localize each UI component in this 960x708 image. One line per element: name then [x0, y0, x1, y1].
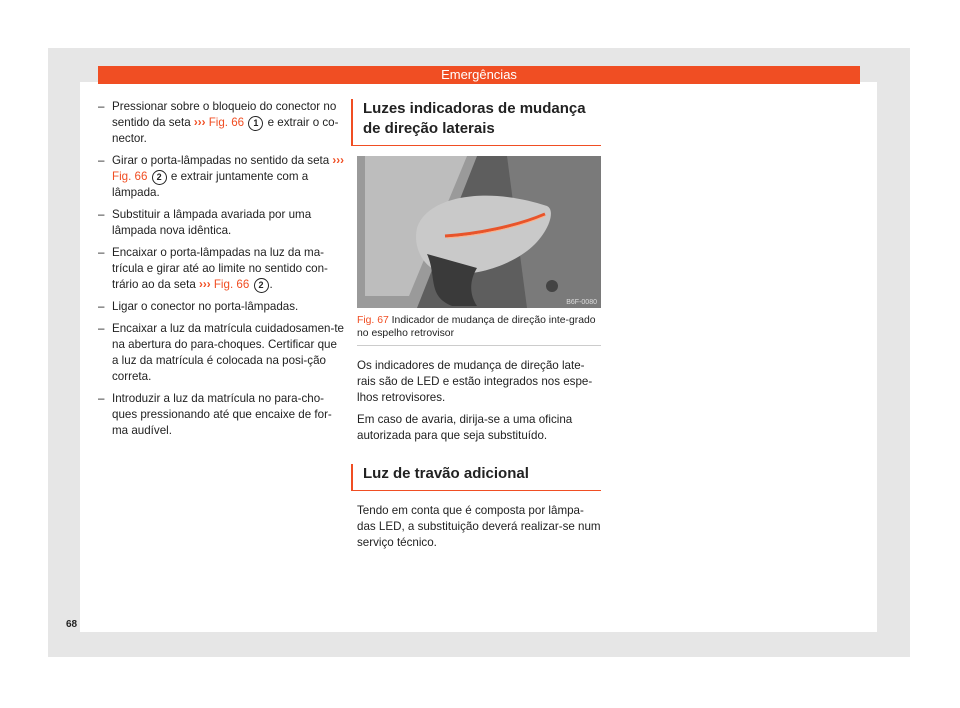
- dash-marker: –: [98, 100, 105, 113]
- section-title-brake-light: Luz de travão adicional: [351, 464, 601, 491]
- step-text: Encaixar o porta-lâmpadas na luz da ma-trícula e girar até ao limite no sentido con-trário ao da seta: [112, 246, 328, 291]
- step-text-tail: .: [269, 278, 273, 291]
- callout-number: 2: [152, 170, 167, 185]
- step-text: Girar o porta-lâmpadas no sentido da seta: [112, 154, 333, 167]
- step-item: [98, 153, 346, 201]
- step-item: [98, 299, 346, 315]
- step-text: Substituir a lâmpada avariada por uma lâmpada nova idêntica.: [112, 208, 312, 237]
- step-item: [98, 245, 346, 293]
- dash-marker: –: [98, 246, 105, 259]
- left-column: [98, 99, 346, 445]
- step-text: Ligar o conector no porta-lâmpadas.: [112, 300, 299, 313]
- figure-ref-link[interactable]: Fig. 66: [112, 170, 148, 183]
- dash-marker: –: [98, 322, 105, 335]
- step-item: [98, 321, 346, 385]
- figure-caption: [357, 314, 601, 346]
- paragraph: Os indicadores de mudança de direção late-rais são de LED e estão integrados nos espe-lhos retrovisores.: [357, 359, 593, 404]
- paragraph: Tendo em conta que é composta por lâmpa-das LED, a substituição deverá realizar-se num serviço técnico.: [357, 504, 601, 549]
- step-item: [98, 391, 346, 439]
- step-item: [98, 99, 346, 147]
- caption-label: Fig. 67: [357, 315, 389, 326]
- figure-mirror-indicator: [357, 156, 601, 308]
- figure-ref-link[interactable]: Fig. 66: [208, 116, 245, 129]
- ref-arrow: ›››: [199, 278, 211, 291]
- step-text-tail: e extrair o co-nector.: [112, 116, 339, 145]
- page-number: 68: [66, 619, 78, 630]
- section-title-side-indicators: Luzes indicadoras de mudança de direção laterais: [351, 99, 601, 146]
- dash-marker: –: [98, 208, 105, 221]
- step-text: Encaixar a luz da matrícula cuidadosamen-te na abertura do para-choques. Certificar que a luz da matrícula é colocada na posi-ção correta.: [112, 322, 344, 383]
- dash-marker: –: [98, 300, 105, 313]
- right-column: [357, 99, 601, 551]
- figure-ref-link[interactable]: Fig. 66: [213, 278, 250, 291]
- callout-number: 2: [254, 278, 269, 293]
- figure-code: B6F-0080: [566, 299, 597, 306]
- mirror-illustration: [357, 156, 601, 308]
- caption-text: Indicador de mudança de direção inte-grado no espelho retrovisor: [357, 315, 596, 339]
- step-item: [98, 207, 346, 239]
- callout-number: 1: [248, 116, 263, 131]
- dash-marker: –: [98, 392, 105, 405]
- dash-marker: –: [98, 154, 105, 167]
- step-text: Introduzir a luz da matrícula no para-cho-ques pressionando até que encaixe de for-ma audível.: [112, 392, 332, 437]
- ref-arrow: ›››: [193, 116, 206, 129]
- paragraph: Em caso de avaria, dirija-se a uma oficina autorizada para que seja substituído.: [357, 413, 573, 442]
- ref-arrow: ›››: [332, 154, 344, 167]
- step-text-tail: e extrair juntamente com a lâmpada.: [112, 170, 309, 199]
- step-text: Pressionar sobre o bloqueio do conector no sentido da seta: [112, 100, 337, 129]
- chapter-header: Emergências: [98, 66, 860, 84]
